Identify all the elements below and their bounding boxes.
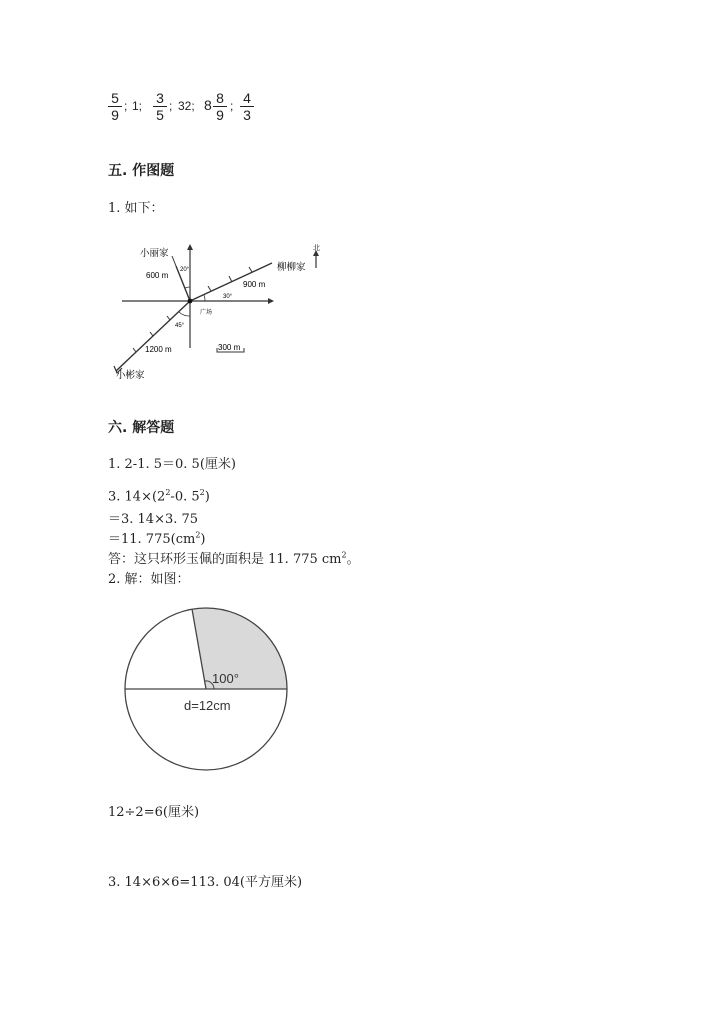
separator: ; bbox=[169, 99, 173, 113]
shaded-sector bbox=[192, 608, 287, 689]
fraction-8-9: $\frac{8}{9}$ bbox=[213, 90, 227, 123]
fraction-4-3: $\frac{4}{3}$ bbox=[240, 90, 254, 123]
angle-arc bbox=[185, 287, 190, 288]
distance-xiaoli: 600 m bbox=[146, 271, 169, 280]
tick-mark bbox=[167, 316, 170, 320]
circle-diagram bbox=[120, 603, 292, 775]
angle-30: 30° bbox=[223, 294, 233, 300]
arrow-icon bbox=[268, 298, 274, 304]
label-square: 广场 bbox=[200, 310, 213, 316]
item-1-label: 1. 如下： bbox=[108, 201, 164, 216]
item-2-label: 2. 解：如图： bbox=[108, 572, 190, 587]
answer-line: 答：这只环形玉佩的面积是 11. 775 $cm^2$。 bbox=[108, 550, 360, 567]
scale-label: 300 m bbox=[218, 343, 241, 352]
mixed-whole: 8 bbox=[204, 97, 212, 113]
angle-45: 45° bbox=[175, 323, 185, 329]
separator: ; bbox=[230, 99, 234, 113]
calc-line-3: ＝11. $775(cm^2)$ bbox=[108, 530, 206, 547]
separator: ; bbox=[124, 99, 128, 113]
path-xiaoli-end bbox=[172, 256, 176, 266]
label-liuliu: 柳柳家 bbox=[277, 262, 306, 273]
tick-mark bbox=[229, 276, 232, 282]
distance-xiaobin: 1200 m bbox=[145, 345, 172, 354]
label-xiaoli: 小丽家 bbox=[140, 248, 169, 259]
direction-map bbox=[110, 238, 340, 388]
distance-liuliu: 900 m bbox=[243, 280, 266, 289]
angle-label: 100° bbox=[212, 671, 239, 686]
angle-arc bbox=[179, 312, 190, 316]
answer-32: 32; bbox=[178, 99, 195, 113]
square-point bbox=[188, 299, 193, 304]
tick-mark bbox=[150, 332, 153, 336]
calc-line-1: 3. $14\times(2^2-0$. $5^2$) bbox=[108, 488, 210, 505]
step-line-1: 12÷2=6(厘米) bbox=[108, 805, 200, 820]
diameter-label: d=12cm bbox=[184, 698, 231, 713]
north-label: 北 bbox=[313, 245, 320, 252]
tick-mark bbox=[133, 348, 136, 352]
tick-mark bbox=[208, 286, 211, 291]
step-line-2: 3. 14×6×6=113. 04(平方厘米) bbox=[108, 875, 303, 890]
answer-1: 1; bbox=[132, 99, 143, 113]
fraction-5-9: $\frac{5}{9}$ bbox=[108, 90, 122, 123]
section-heading-6: 六. 解答题 bbox=[108, 420, 175, 436]
angle-arc bbox=[204, 295, 205, 301]
calc-line-2: ＝3. 14×3. 75 bbox=[108, 512, 199, 527]
solution-line-1: 1. 2-1. 5＝0. 5(厘米) bbox=[108, 457, 236, 472]
angle-20: 20° bbox=[180, 267, 190, 273]
section-heading-5: 五. 作图题 bbox=[108, 163, 175, 179]
label-xiaobin: 小彬家 bbox=[116, 370, 145, 381]
tick-mark bbox=[249, 267, 252, 272]
arrow-icon bbox=[187, 244, 193, 250]
fraction-3-5: $\frac{3}{5}$ bbox=[153, 90, 167, 123]
